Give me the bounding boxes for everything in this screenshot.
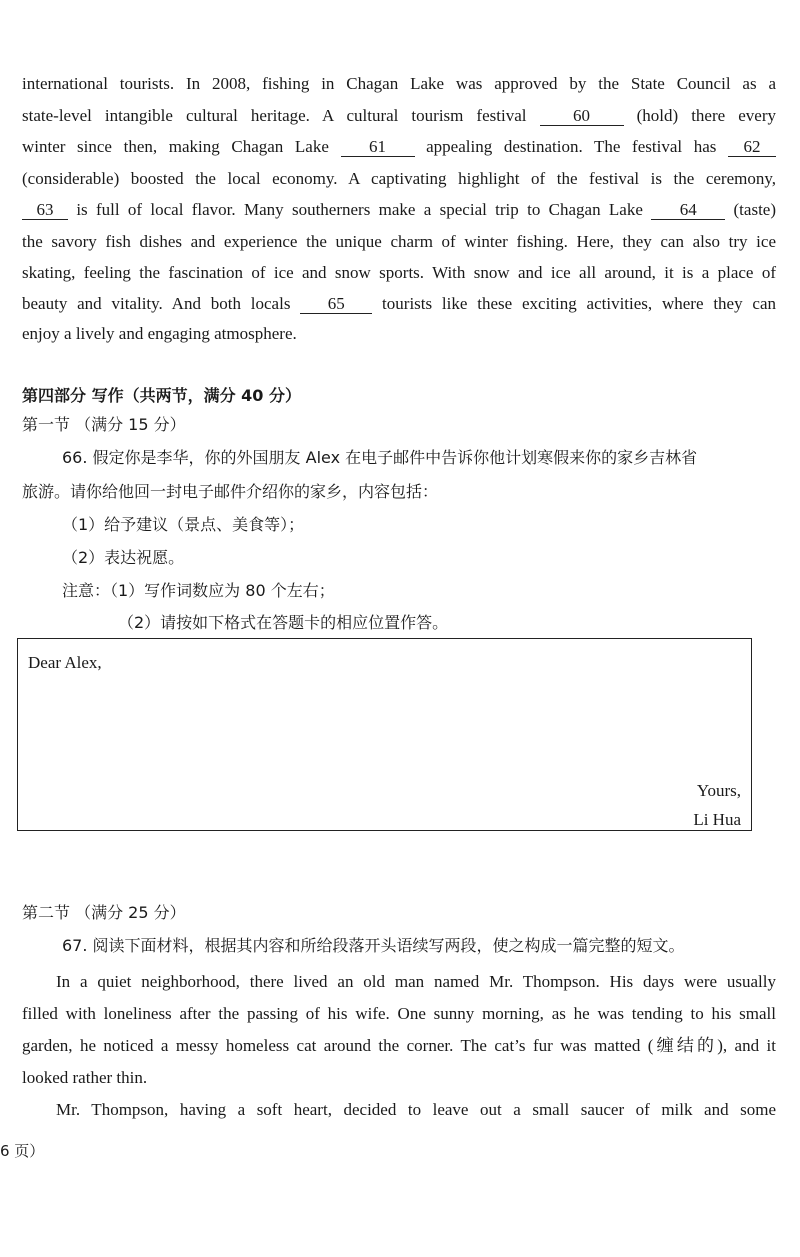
- letter-closing: Yours,: [696, 781, 741, 800]
- q66-prompt-line1: 66. 假定你是李华，你的外国朋友 Alex 在电子邮件中告诉你他计划寒假来你的家乡吉林省: [62, 448, 698, 467]
- passage-text: the savory fish dishes and experience the unique charm of winter fishing. Here, they can also try ice: [22, 232, 776, 251]
- passage-text: international tourists. In 2008, fishing in Chagan Lake was approved by the State Council as a: [22, 74, 776, 93]
- passage-text: (taste): [725, 200, 776, 219]
- passage-text: beauty and vitality. And both locals: [22, 294, 301, 313]
- passage-text: winter since then, making Chagan Lake: [22, 137, 341, 156]
- blank-65: 65: [300, 294, 372, 314]
- passage-text: tourists like these exciting activities, where they can: [372, 294, 776, 313]
- blank-62: 62: [728, 137, 776, 157]
- section2-heading: 第二节 （满分 25 分）: [22, 903, 186, 922]
- passage-text: enjoy a lively and engaging atmosphere.: [22, 324, 297, 343]
- part4-heading: 第四部分 写作（共两节，满分 40 分）: [22, 386, 301, 405]
- letter-answer-box: [17, 638, 752, 831]
- q66-item-1: （1）给予建议（景点、美食等）；: [62, 515, 305, 534]
- story-line: looked rather thin.: [22, 1068, 148, 1087]
- passage-line: [22, 72, 776, 96]
- q66-item-2: （2）表达祝愿。: [62, 548, 185, 567]
- passage-text: skating, feeling the fascination of ice and snow sports. With snow and ice all around, it is a place of: [22, 263, 776, 282]
- blank-64: 64: [651, 200, 725, 220]
- letter-greeting: Dear Alex,: [28, 653, 102, 672]
- passage-line: [22, 261, 776, 285]
- letter-signature: Li Hua: [693, 810, 741, 829]
- q66-prompt-line2: 旅游。请你给他回一封电子邮件介绍你的家乡，内容包括：: [22, 482, 439, 501]
- passage-text: appealing destination. The festival has: [414, 137, 728, 156]
- passage-line: [22, 230, 776, 254]
- story-line: filled with loneliness after the passing of his wife. One sunny morning, as he was tending to his small: [22, 1004, 776, 1023]
- passage-line: [22, 322, 776, 346]
- passage-line: [22, 135, 776, 159]
- passage-line: [22, 104, 776, 128]
- q66-note-2: （2）请按如下格式在答题卡的相应位置作答。: [118, 613, 449, 632]
- blank-60: 60: [540, 106, 624, 126]
- passage-text: state-level intangible cultural heritage. A cultural tourism festival: [22, 106, 540, 125]
- passage-line: [22, 167, 776, 191]
- passage-text: is full of local flavor. Many southerners make a special trip to Chagan Lake: [68, 200, 652, 219]
- q66-note-1: 注意：（1）写作词数应为 80 个左右；: [62, 581, 335, 600]
- passage-text: (considerable) boosted the local economy. A captivating highlight of the festival is the ceremony,: [22, 169, 776, 188]
- q67-prompt: 67. 阅读下面材料，根据其内容和所给段落开头语续写两段，使之构成一篇完整的短文。: [62, 936, 685, 955]
- story-line: Mr. Thompson, having a soft heart, decided to leave out a small saucer of milk and some: [56, 1100, 776, 1119]
- story-line: In a quiet neighborhood, there lived an old man named Mr. Thompson. His days were usually: [56, 972, 776, 991]
- passage-text: (hold) there every: [623, 106, 776, 125]
- blank-61: 61: [341, 137, 415, 157]
- page-footer: 6 页）: [0, 1142, 45, 1160]
- story-line: garden, he noticed a messy homeless cat around the corner. The cat’s fur was matted (缠结的), and it: [22, 1036, 776, 1055]
- passage-line: [22, 292, 776, 316]
- passage-line: [22, 198, 776, 222]
- blank-63: 63: [22, 200, 68, 220]
- section1-heading: 第一节 （满分 15 分）: [22, 415, 186, 434]
